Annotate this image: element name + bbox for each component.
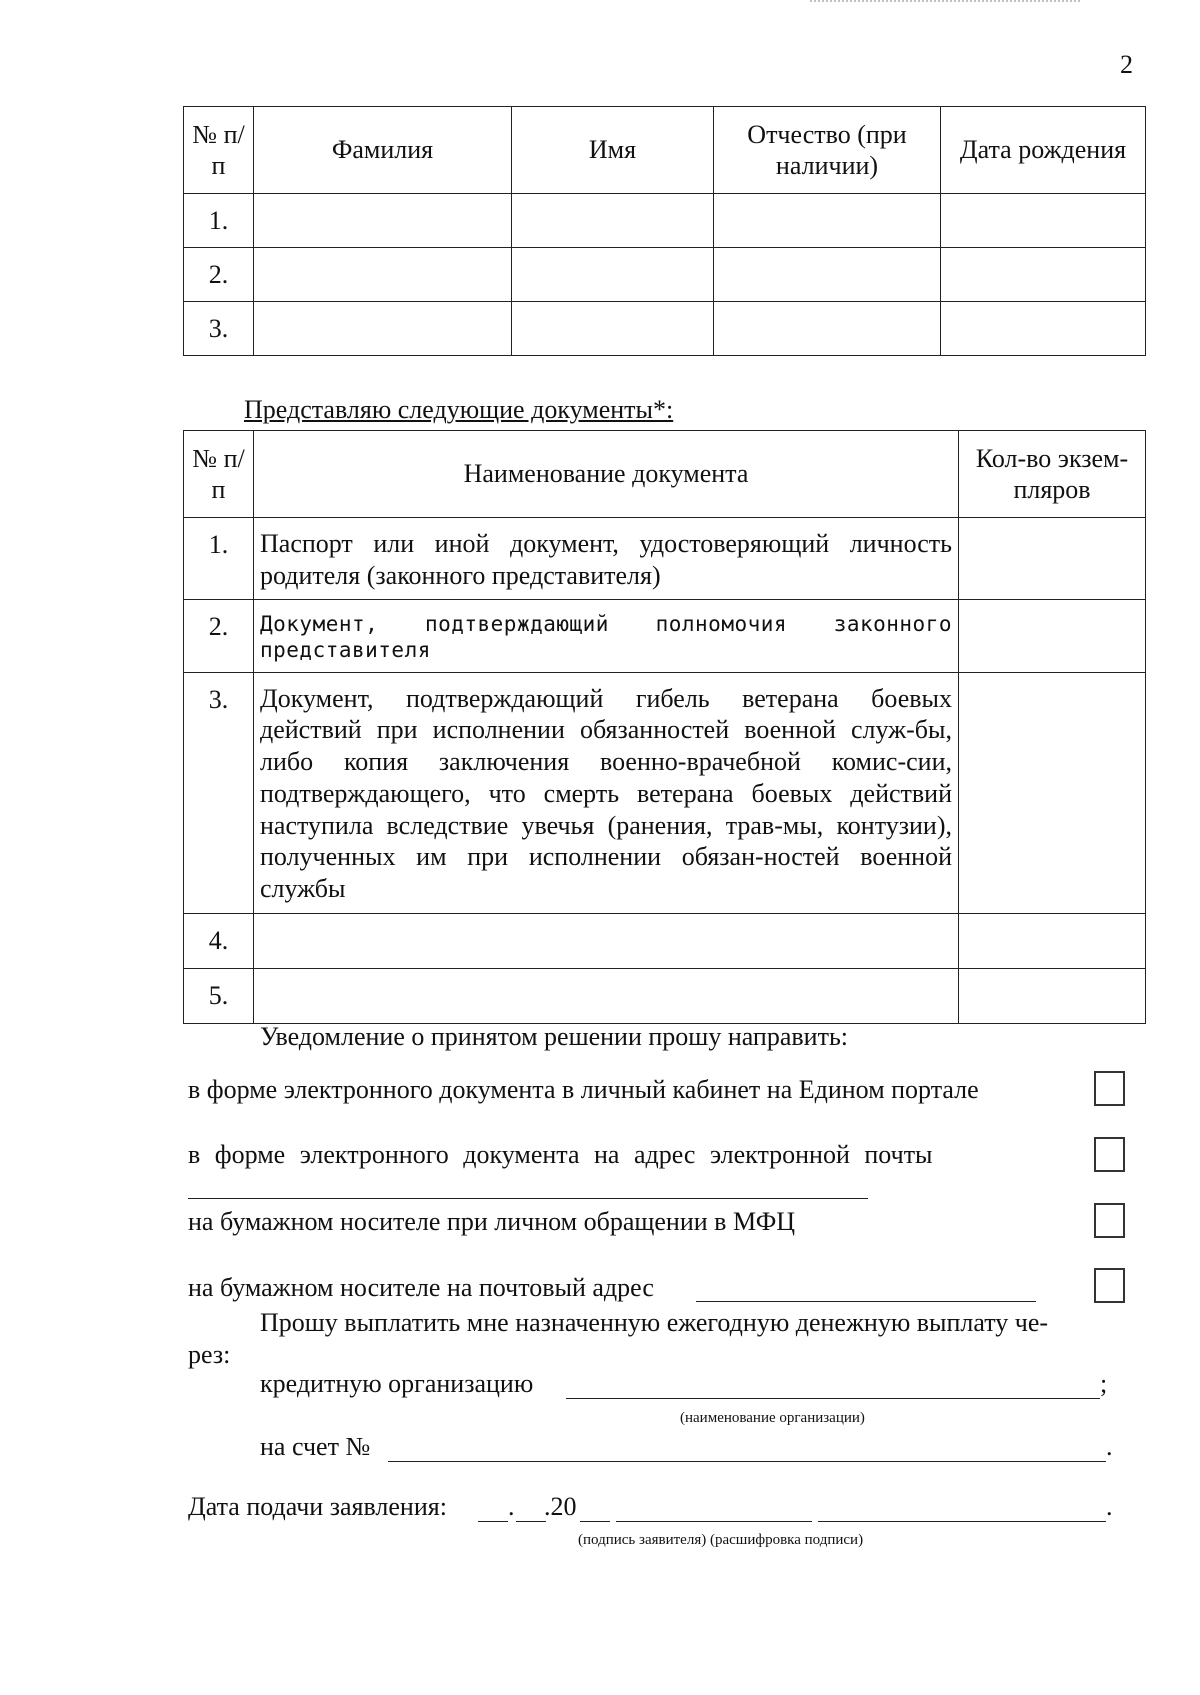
patronymic-cell[interactable] xyxy=(714,248,941,302)
date-day-line[interactable] xyxy=(478,1521,508,1522)
col-patronymic-header: Отчество (при наличии) xyxy=(714,107,941,194)
copies-cell[interactable] xyxy=(959,913,1146,968)
credit-org-caption: (наименование организации) xyxy=(680,1410,865,1426)
date-separator: . xyxy=(508,1492,515,1521)
top-scan-artifact xyxy=(810,0,1080,10)
copies-cell[interactable] xyxy=(959,672,1146,913)
row-number: 5. xyxy=(184,968,254,1023)
patronymic-cell[interactable] xyxy=(714,194,941,248)
credit-org-label: кредитную организацию xyxy=(260,1369,534,1398)
documents-table xyxy=(183,430,1146,1024)
table-row xyxy=(184,194,1146,248)
col-surname-header: Фамилия xyxy=(254,107,512,194)
row-number: 1. xyxy=(184,518,254,600)
surname-cell[interactable] xyxy=(254,248,512,302)
name-cell[interactable] xyxy=(512,302,714,356)
option-email-label: в форме электронного документа на адрес электронной почты xyxy=(188,1140,933,1169)
notification-title: Уведомление о принятом решении прошу направить: xyxy=(260,1022,849,1051)
signature-line[interactable] xyxy=(616,1521,812,1522)
option-mfc-checkbox[interactable] xyxy=(1094,1203,1125,1238)
row-number: 1. xyxy=(184,194,254,248)
credit-org-semicolon: ; xyxy=(1100,1369,1108,1398)
row-number: 2. xyxy=(184,248,254,302)
email-address-line[interactable] xyxy=(188,1198,868,1199)
patronymic-cell[interactable] xyxy=(714,302,941,356)
row-number: 3. xyxy=(184,302,254,356)
surname-cell[interactable] xyxy=(254,194,512,248)
persons-table xyxy=(183,106,1146,356)
row-number: 2. xyxy=(184,600,254,672)
birthdate-cell[interactable] xyxy=(941,248,1146,302)
payment-request-line2: рез: xyxy=(188,1340,231,1369)
col-number-header: № п/п xyxy=(184,107,254,194)
document-name: Документ, подтверждающий гибель ветерана боевых действий при исполнении обязанностей военной служ-бы, либо копия заключения военно-врачебной комис-сии, подтверждающего, что смерть ветерана боевых действий наступила вследствие увечья (ранения, трав-мы, контузии), полученных им при исполнении обязан-ностей военной службы xyxy=(254,672,959,913)
birthdate-cell[interactable] xyxy=(941,194,1146,248)
date-year-line[interactable] xyxy=(580,1521,610,1522)
birthdate-cell[interactable] xyxy=(941,302,1146,356)
copies-cell[interactable] xyxy=(959,968,1146,1023)
date-month-line[interactable] xyxy=(516,1521,546,1522)
account-number-line[interactable] xyxy=(388,1461,1106,1462)
table-row xyxy=(184,302,1146,356)
date-label: Дата подачи заявления: xyxy=(188,1492,447,1521)
option-email-checkbox[interactable] xyxy=(1094,1137,1125,1172)
copies-cell[interactable] xyxy=(959,518,1146,600)
row-number: 3. xyxy=(184,672,254,913)
table-row xyxy=(184,913,1146,968)
table-row xyxy=(184,248,1146,302)
option-post-label: на бумажном носителе на почтовый адрес xyxy=(188,1273,654,1302)
document-name[interactable] xyxy=(254,913,959,968)
documents-intro: Представляю следующие документы*: xyxy=(244,395,674,424)
payment-request-line1: Прошу выплатить мне назначенную ежегодную денежную выплату че- xyxy=(260,1308,1049,1337)
document-name[interactable] xyxy=(254,968,959,1023)
signature-caption: (подпись заявителя) (расшифровка подписи) xyxy=(578,1532,864,1548)
table-row xyxy=(184,600,1146,672)
name-cell[interactable] xyxy=(512,194,714,248)
col-copies-header: Кол-во экзем-пляров xyxy=(959,431,1146,518)
col-birthdate-header: Дата рождения xyxy=(941,107,1146,194)
document-name: Документ, подтверждающий полномочия законного представителя xyxy=(254,600,959,672)
credit-org-line[interactable] xyxy=(566,1398,1100,1399)
table-row xyxy=(184,518,1146,600)
copies-cell[interactable] xyxy=(959,600,1146,672)
table-row xyxy=(184,968,1146,1023)
name-cell[interactable] xyxy=(512,248,714,302)
documents-header-row xyxy=(184,431,1146,518)
account-label: на счет № xyxy=(260,1432,371,1461)
row-number: 4. xyxy=(184,913,254,968)
account-period: . xyxy=(1106,1432,1113,1461)
option-post-checkbox[interactable] xyxy=(1094,1268,1125,1303)
option-portal-label: в форме электронного документа в личный кабинет на Едином портале xyxy=(188,1075,979,1104)
document-name: Паспорт или иной документ, удостоверяющий личность родителя (законного представителя) xyxy=(254,518,959,600)
col-number-header: № п/п xyxy=(184,431,254,518)
date-period: . xyxy=(1106,1492,1113,1521)
persons-header-row xyxy=(184,107,1146,194)
surname-cell[interactable] xyxy=(254,302,512,356)
col-name-header: Имя xyxy=(512,107,714,194)
table-row xyxy=(184,672,1146,913)
signature-decoding-line[interactable] xyxy=(818,1521,1106,1522)
date-year-prefix: .20 xyxy=(544,1492,577,1521)
option-mfc-label: на бумажном носителе при личном обращении в МФЦ xyxy=(188,1207,796,1236)
option-portal-checkbox[interactable] xyxy=(1094,1071,1125,1106)
col-document-name-header: Наименование документа xyxy=(254,431,959,518)
page-number: 2 xyxy=(1120,50,1133,79)
postal-address-line[interactable] xyxy=(696,1301,1036,1302)
